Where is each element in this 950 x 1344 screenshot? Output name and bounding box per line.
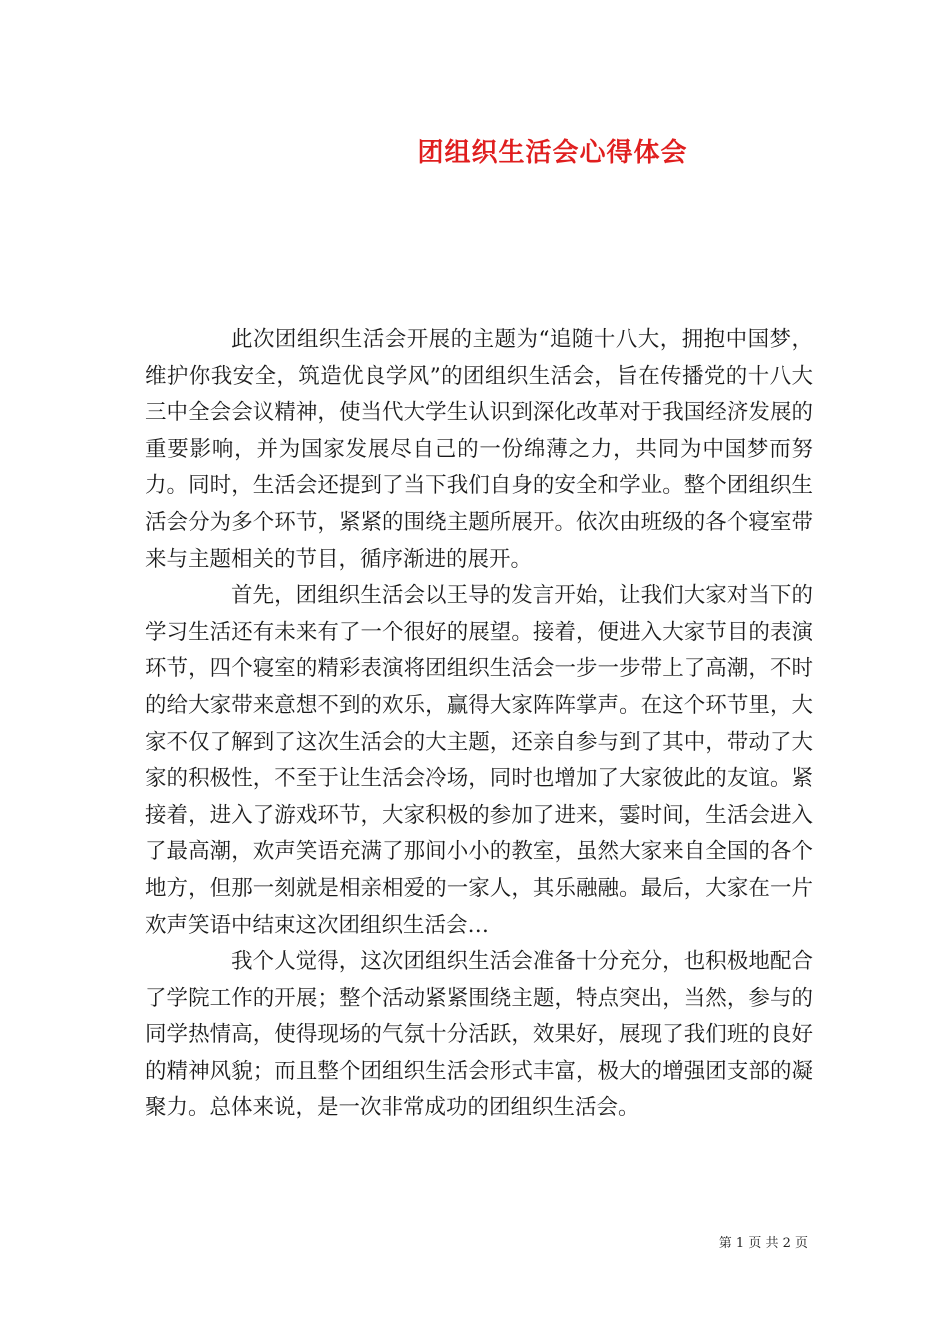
paragraph-3: 我个人觉得，这次团组织生活会准备十分充分，也积极地配合了学院工作的开展；整个活动紧紧围绕主题，特点突出，当然，参与的同学热情高，使得现场的气氛十分活跃，效果好，展现了我们班的良好的精神风貌；而且整个团组织生活会形式丰富，极大的增强团支部的凝聚力。总体来说，是一次非常成功的团组织生活会。 bbox=[145, 949, 813, 1121]
paragraph-1: 此次团组织生活会开展的主题为“追随十八大，拥抱中国梦，维护你我安全，筑造优良学风”的团组织生活会，旨在传播党的十八大三中全会会议精神，使当代大学生认识到深化改革对于我国经济发展的重要影响，并为国家发展尽自己的一份绵薄之力，共同为中国梦而努力。同时，生活会还提到了当下我们自身的安全和学业。整个团组织生活会分为多个环节，紧紧的围绕主题所展开。依次由班级的各个寝室带来与主题相关的节目，循序渐进的展开。 bbox=[145, 327, 813, 572]
document-body bbox=[145, 322, 813, 1127]
paragraph-2: 首先，团组织生活会以王导的发言开始，让我们大家对当下的学习生活还有未来有了一个很好的展望。接着，便进入大家节目的表演环节，四个寝室的精彩表演将团组织生活会一步一步带上了高潮，不时的给大家带来意想不到的欢乐，赢得大家阵阵掌声。在这个环节里，大家不仅了解到了这次生活会的大主题，还亲自参与到了其中，带动了大家的积极性，不至于让生活会冷场，同时也增加了大家彼此的友谊。紧接着，进入了游戏环节，大家积极的参加了进来，霎时间，生活会进入了最高潮，欢声笑语充满了那间小小的教室，虽然大家来自全国的各个地方，但那一刻就是相亲相爱的一家人，其乐融融。最后，大家在一片欢声笑语中结束这次团组织生活会… bbox=[145, 583, 813, 938]
page-number-footer: 第 1 页 共 2 页 bbox=[718, 1236, 808, 1251]
document-title: 团组织生活会心得体会 bbox=[417, 138, 688, 168]
